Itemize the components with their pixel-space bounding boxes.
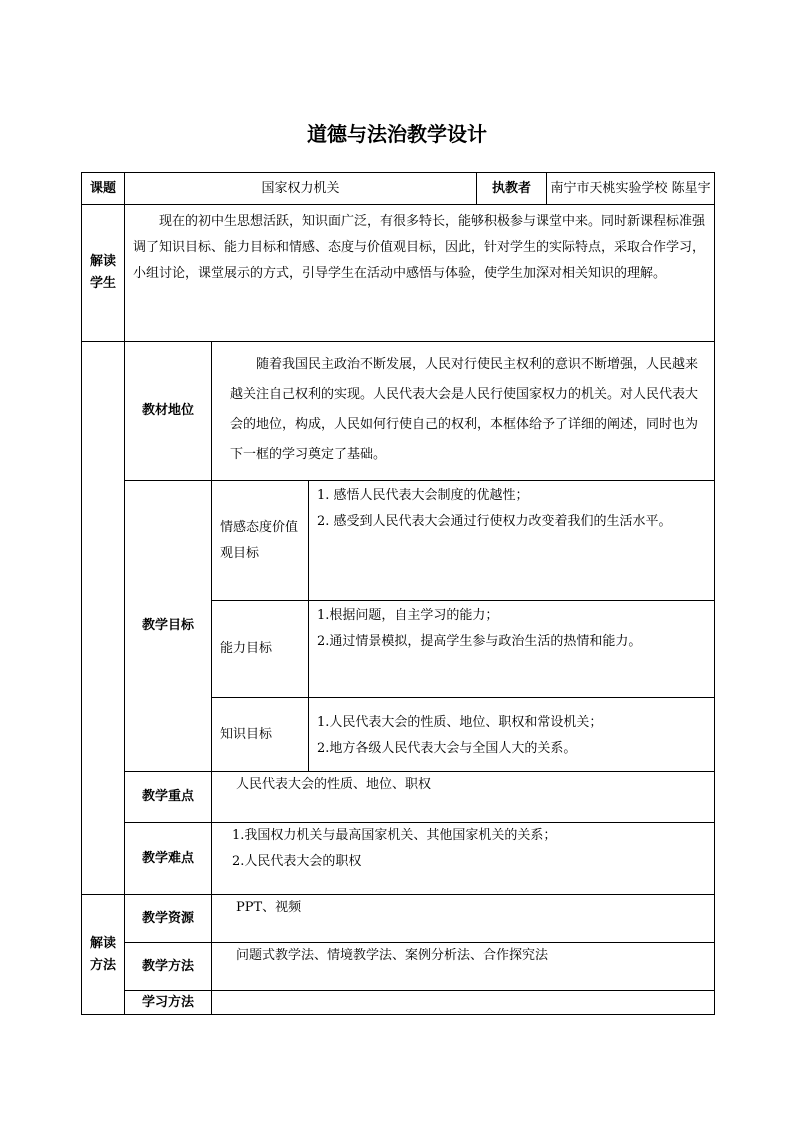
goal-knowledge-label: 知识目标 — [212, 698, 309, 772]
goal-knowledge-item: 1.人民代表大会的性质、地位、职权和常设机关； — [317, 714, 603, 730]
goal-ability-item: 2.通过情景模拟，提高学生参与政治生活的热情和能力。 — [317, 634, 642, 649]
resources-label: 教学资源 — [125, 895, 212, 943]
difficulty-item: 1.我国权力机关与最高国家机关、其他国家机关的关系； — [232, 828, 557, 843]
teacher-label: 执教者 — [477, 173, 547, 205]
key-point-row — [82, 772, 715, 823]
teaching-method-value: 问题式教学法、情境教学法、案例分析法、合作探究法 — [212, 943, 715, 991]
difficulty-item: 2.人民代表大会的职权 — [232, 854, 362, 869]
learning-method-label: 学习方法 — [125, 991, 212, 1015]
goal-emotion-row — [82, 481, 715, 601]
methods-label: 解读方法 — [82, 895, 125, 1015]
page-title: 道德与法治教学设计 — [307, 122, 487, 146]
goal-emotion-list — [309, 481, 715, 601]
students-row — [82, 205, 715, 342]
goal-ability-list — [309, 601, 715, 698]
difficulty-row — [82, 823, 715, 895]
resources-value: PPT、视频 — [212, 895, 715, 943]
learning-method-row — [82, 991, 715, 1015]
key-point-text: 人民代表大会的性质、地位、职权 — [212, 772, 715, 823]
section-spacer — [82, 342, 125, 895]
teacher-value: 南宁市天桃实验学校 陈星宇 — [547, 173, 715, 205]
goal-ability-label: 能力目标 — [212, 601, 309, 698]
learning-method-value — [212, 991, 715, 1015]
resources-row — [82, 895, 715, 943]
textbook-label: 教材地位 — [125, 342, 212, 481]
goals-label: 教学目标 — [125, 481, 212, 772]
difficulty-label: 教学难点 — [125, 823, 212, 895]
goal-knowledge-item: 2.地方各级人民代表大会与全国人大的关系。 — [317, 740, 577, 756]
teaching-method-label: 教学方法 — [125, 943, 212, 991]
textbook-row — [82, 342, 715, 481]
goal-knowledge-list — [309, 698, 715, 772]
students-text: 现在的初中生思想活跃，知识面广泛，有很多特长，能够积极参与课堂中来。同时新课程标准强调了知识目标、能力目标和情感、态度与价值观目标，因此，针对学生的实际特点，采取合作学习，小组讨论，课堂展示的方式，引导学生在活动中感悟与体验，使学生加深对相关知识的理解。 — [125, 205, 715, 342]
teaching-method-row — [82, 943, 715, 991]
topic-label: 课题 — [82, 173, 125, 205]
difficulty-list — [212, 823, 715, 895]
lesson-design-table — [81, 172, 715, 1015]
goal-ability-item: 1.根据问题，自主学习的能力； — [317, 608, 499, 623]
students-label: 解读学生 — [82, 205, 125, 342]
goal-emotion-label: 情感态度价值观目标 — [212, 481, 309, 601]
header-row — [82, 173, 715, 205]
topic-value: 国家权力机关 — [125, 173, 477, 205]
goal-emotion-item: 1. 感悟人民代表大会制度的优越性； — [317, 488, 529, 503]
goal-emotion-item: 2. 感受到人民代表大会通过行使权力改变着我们的生活水平。 — [317, 514, 672, 529]
textbook-text: 随着我国民主政治不断发展，人民对行使民主权利的意识不断增强，人民越来越关注自己权利的实现。人民代表大会是人民行使国家权力的机关。对人民代表大会的地位，构成，人民如何行使自己的权利，本框体给予了详细的阐述，同时也为下一框的学习奠定了基础。 — [212, 342, 715, 481]
key-point-label: 教学重点 — [125, 772, 212, 823]
